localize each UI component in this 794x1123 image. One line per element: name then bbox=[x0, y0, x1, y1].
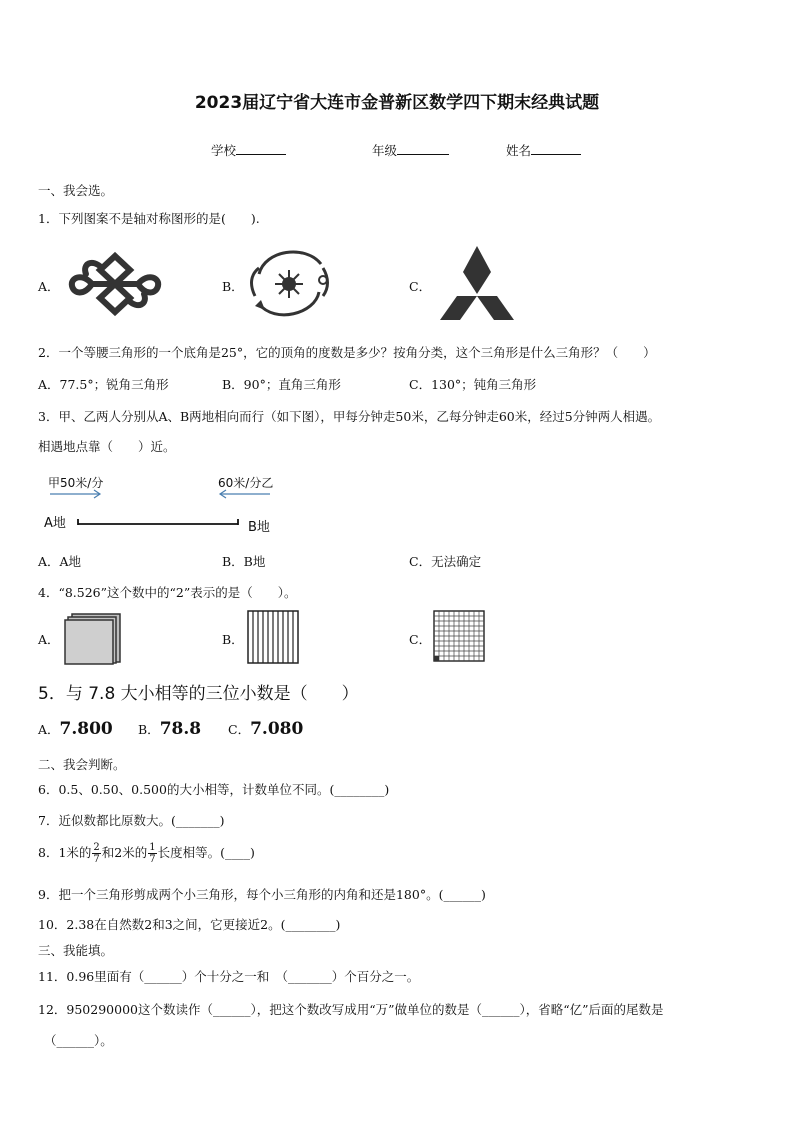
q3-option-a: A．A地 bbox=[38, 554, 82, 569]
name-field bbox=[506, 141, 581, 159]
question-10-text: 10．2.38在自然数2和3之间，它更接近2。(________) bbox=[38, 917, 341, 932]
question-12-text-line2: （______）。 bbox=[44, 1033, 113, 1048]
q2-option-b: B．90°；直角三角形 bbox=[222, 377, 341, 392]
grade-field bbox=[372, 141, 449, 159]
hundred-grid-figure bbox=[433, 610, 487, 664]
fraction-one-seventh: $\frac{1}{7}$ bbox=[149, 842, 156, 865]
section-heading-2: 二、我会判断。 bbox=[38, 757, 126, 772]
q3-right-speed-label: 60米/分乙 bbox=[218, 476, 274, 490]
question-12-text-line1: 12．950290000这个数读作（______），把这个数改写成用“万”做单位的数是（______），省略“亿”后面的尾数是 bbox=[38, 1002, 664, 1017]
q1-option-c-label: C． bbox=[409, 279, 432, 294]
name-blank bbox=[531, 142, 581, 155]
school-blank bbox=[236, 142, 286, 155]
q5-option-b: B．78.8 bbox=[138, 719, 202, 739]
question-3-text-line2: 相遇地点靠（ ）近。 bbox=[38, 439, 176, 454]
stacked-squares-figure bbox=[64, 612, 124, 666]
question-6-text: 6．0.5、0.50、0.500的大小相等，计数单位不同。(________) bbox=[38, 782, 390, 797]
grade-label: 年级 bbox=[372, 143, 398, 158]
name-label: 姓名 bbox=[506, 143, 532, 158]
q4-option-b-label: B． bbox=[222, 632, 244, 647]
q3-left-speed-label: 甲50米/分 bbox=[48, 476, 104, 490]
q1-option-b-label: B． bbox=[222, 279, 244, 294]
question-2-text: 2．一个等腰三角形的一个底角是25°，它的顶角的度数是多少？按角分类，这个三角形是什么三角形？（ ） bbox=[38, 345, 656, 360]
section-heading-1: 一、我会选。 bbox=[38, 183, 114, 198]
q5-option-a: A．7.800 bbox=[38, 719, 113, 739]
q5-option-c: C．7.080 bbox=[228, 719, 304, 739]
q2-option-a: A．77.5°；锐角三角形 bbox=[38, 377, 169, 392]
chinese-knot-figure bbox=[62, 248, 168, 320]
question-11-text: 11．0.96里面有（______）个十分之一和 （_______）个百分之一。 bbox=[38, 969, 420, 984]
q2-option-c: C．130°；钝角三角形 bbox=[409, 377, 537, 392]
q4-option-c-label: C． bbox=[409, 632, 432, 647]
question-3-text-line1: 3．甲、乙两人分别从A、B两地相向而行（如下图），甲每分钟走50米，乙每分钟走60米，经过5分钟两人相遇。 bbox=[38, 409, 661, 424]
q3-distance-diagram bbox=[38, 468, 288, 538]
school-field bbox=[211, 141, 286, 159]
grade-blank bbox=[397, 142, 449, 155]
q1-option-a-label: A． bbox=[38, 279, 60, 294]
q3-option-c: C．无法确定 bbox=[409, 554, 482, 569]
q3-a-place-label: A地 bbox=[44, 516, 66, 531]
q3-option-b: B．B地 bbox=[222, 554, 266, 569]
question-9-text: 9．把一个三角形剪成两个小三角形，每个小三角形的内角和还是180°。(______) bbox=[38, 887, 486, 902]
q4-option-a-label: A． bbox=[38, 632, 60, 647]
q3-b-place-label: B地 bbox=[248, 520, 270, 535]
swirl-sun-figure bbox=[245, 244, 333, 324]
question-7-text: 7．近似数都比原数大。(_______) bbox=[38, 813, 225, 828]
page-title: 2023届辽宁省大连市金普新区数学四下期末经典试题 bbox=[194, 93, 600, 113]
question-1-text: 1．下列图案不是轴对称图形的是( ). bbox=[38, 211, 260, 226]
three-diamond-figure bbox=[438, 244, 516, 322]
section-heading-3: 三、我能填。 bbox=[38, 943, 114, 958]
vertical-strips-figure bbox=[247, 610, 299, 664]
question-4-text: 4．“8.526”这个数中的“2”表示的是（ ）。 bbox=[38, 585, 297, 600]
question-8-text: 8．1米的 $\frac{2}{7}$ 和2米的 $\frac{1}{7}$ 长度相等。(____) bbox=[38, 842, 255, 865]
school-label: 学校 bbox=[211, 143, 237, 158]
question-5-text: 5．与 7.8 大小相等的三位小数是（ ） bbox=[38, 684, 359, 704]
fraction-two-sevenths: $\frac{2}{7}$ bbox=[93, 842, 100, 865]
